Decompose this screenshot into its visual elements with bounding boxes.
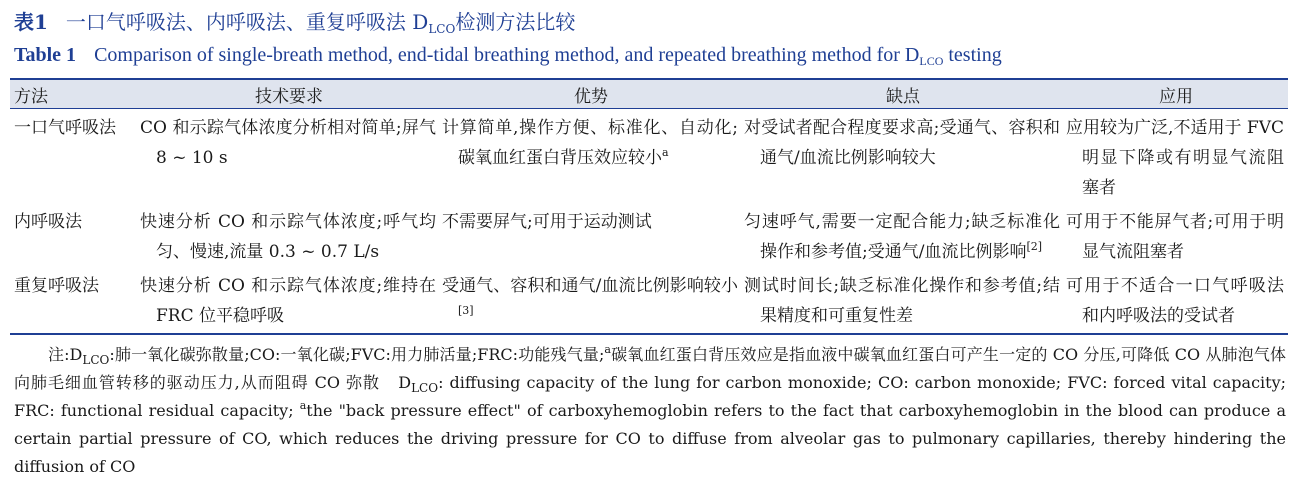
notes-en-prefix: D	[398, 373, 412, 392]
advantage-text: 不需要屏气;可用于运动测试	[442, 212, 652, 232]
caption-tail-cn: 检测方法比较	[455, 10, 576, 34]
table-notes	[14, 341, 1286, 481]
caption-title-en: Comparison of single-breath method, end-tidal breathing method, and repeated breathing method for D	[94, 44, 920, 66]
table-row	[10, 203, 1288, 267]
cell-advantage	[440, 203, 742, 267]
cell-application: 可用于不适合一口气呼吸法和内呼吸法的受试者	[1064, 267, 1288, 334]
caption-subscript-cn: LCO	[428, 22, 456, 36]
cell-disadvantage	[742, 267, 1064, 334]
notes-en-definition: the "back pressure effect" of carboxyhemoglobin refers to the fact that carboxyhemoglobin in the blood can produce a certain partial pressure of CO, which reduces the driving pressure for CO to diffuse from alveolar gas to pulmonary capillaries, thereby hindering the diffusion of CO	[14, 401, 1287, 476]
disadvantage-text: 对受试者配合程度要求高;受通气、容积和通气/血流比例影响较大	[744, 118, 1060, 168]
header-disadvantage: 缺点	[742, 79, 1064, 109]
cell-tech: 快速分析 CO 和示踪气体浓度;维持在 FRC 位平稳呼吸	[138, 267, 440, 334]
cell-method: 一口气呼吸法	[14, 118, 116, 138]
notes-cn: :肺一氧化碳弥散量;CO:一氧化碳;FVC:用力肺活量;FRC:功能残气量;	[109, 345, 605, 364]
cell-disadvantage	[742, 109, 1064, 204]
header-method: 方法	[10, 79, 138, 109]
caption-title-cn: 一口气呼吸法、内呼吸法、重复呼吸法 D	[65, 10, 429, 34]
cell-application: 应用较为广泛,不适用于 FVC 明显下降或有明显气流阻塞者	[1066, 118, 1284, 198]
footnote-mark: a	[662, 146, 669, 159]
cell-method: 内呼吸法	[14, 212, 82, 232]
cell-application: 可用于不能屏气者;可用于明显气流阻塞者	[1066, 212, 1284, 262]
notes-prefix: 注:D	[48, 345, 83, 364]
caption-subscript-en: LCO	[919, 54, 944, 68]
header-advantage: 优势	[440, 79, 742, 109]
caption-tail-en: testing	[943, 44, 1002, 66]
cell-tech: CO 和示踪气体浓度分析相对简单;屏气 8 ~ 10 s	[140, 118, 436, 168]
advantage-text: 受通气、容积和通气/血流比例影响较小	[442, 276, 738, 296]
table-label-cn: 表1	[14, 10, 48, 34]
header-application: 应用	[1064, 79, 1288, 109]
table-label-en: Table 1	[14, 44, 77, 66]
reference-mark: [2]	[1026, 240, 1043, 253]
advantage-text: 计算简单,操作方便、标准化、自动化;碳氧血红蛋白背压效应较小	[442, 118, 738, 168]
table-header-row	[10, 79, 1288, 109]
cell-tech: 快速分析 CO 和示踪气体浓度;呼气均匀、慢速,流量 0.3 ~ 0.7 L/s	[140, 212, 436, 262]
table-row	[10, 267, 1288, 334]
notes-cn-definition: 碳氧血红蛋白背压效应是指血液中碳氧血红蛋白可产生一定的 CO 分压,可降低 CO 从肺泡气体向肺毛细血管转移的驱动压力,从而阻碍 CO 弥散	[14, 345, 1286, 392]
header-tech: 技术要求	[138, 79, 440, 109]
notes-subscript: LCO	[82, 353, 110, 367]
disadvantage-text: 匀速呼气,需要一定配合能力;缺乏标准化操作和参考值;受通气/血流比例影响	[744, 212, 1060, 262]
caption-chinese	[14, 6, 575, 35]
notes-en-subscript: LCO	[411, 381, 439, 395]
reference-mark: [3]	[458, 304, 474, 317]
cell-advantage	[440, 109, 742, 204]
notes-en-footnote-mark: a	[299, 399, 307, 412]
cell-advantage	[440, 267, 742, 334]
cell-method: 重复呼吸法	[10, 267, 138, 334]
notes-footnote-mark: a	[604, 343, 611, 356]
table-row	[10, 109, 1288, 204]
caption-english	[14, 44, 1002, 67]
comparison-table	[10, 78, 1288, 335]
disadvantage-text: 测试时间长;缺乏标准化操作和参考值;结果精度和可重复性差	[744, 276, 1060, 326]
cell-disadvantage	[742, 203, 1064, 267]
notes-en: : diffusing capacity of the lung for carbon monoxide; CO: carbon monoxide; FVC: forced vital capacity; FRC: functional residual capacity;	[14, 373, 1287, 420]
